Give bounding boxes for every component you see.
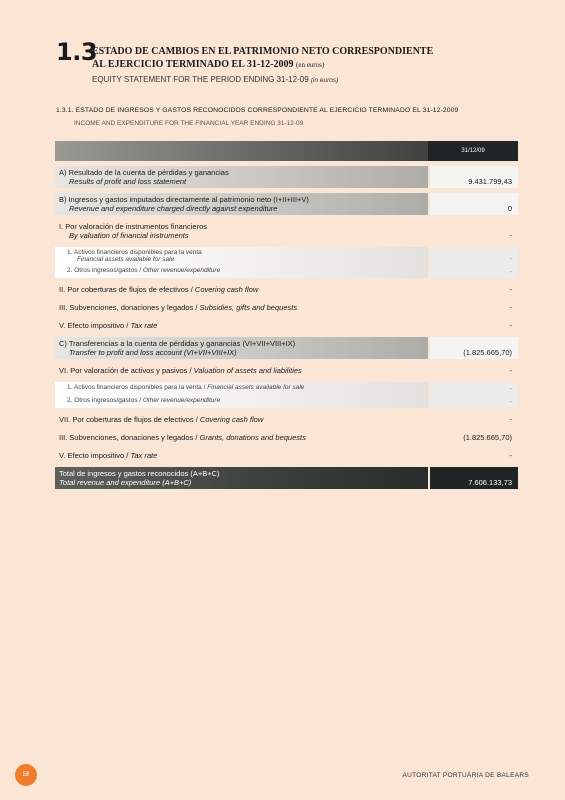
row-label-es: III. Subvenciones, donaciones y legados / — [59, 433, 200, 442]
title-english — [92, 75, 512, 84]
row-value: - — [509, 451, 512, 460]
row-label-es: 2. Otros ingresos/gastos / — [67, 397, 143, 404]
table-row-vi1 — [55, 382, 518, 395]
table-row-v2 — [55, 449, 518, 462]
table-row-a — [55, 166, 518, 188]
row-label-en: Other revenue/expenditure — [142, 267, 221, 274]
table-row-c — [55, 337, 518, 359]
date-column-header: 31/12/09 — [428, 141, 518, 161]
title-es-line2: AL EJERCICIO TERMINADO EL 31-12-2009 — [92, 58, 294, 70]
row-label-en: By valuation of financial instruments — [69, 231, 189, 240]
row-label-en: Financial assets available for sale — [207, 384, 305, 391]
row-label-es: V. Efecto impositivo / — [59, 321, 131, 330]
row-label-en: Tax rate — [130, 451, 158, 460]
row-label-en: Transfer to profit and loss account (VI+VII+VIII+IX) — [69, 348, 237, 357]
table-row-i1 — [55, 247, 518, 265]
row-label-es: II. Por coberturas de flujos de efectivos / — [59, 285, 195, 294]
row-label-en: Other revenue/expenditure — [142, 397, 221, 404]
title-en-text: EQUITY STATEMENT FOR THE PERIOD ENDING 31-12-09 — [92, 75, 309, 84]
table-row-b — [55, 193, 518, 215]
row-value: - — [509, 303, 512, 312]
row-value: 9.431.799,43 — [428, 166, 518, 188]
row-label-es: A) Resultado de la cuenta de pérdidas y ganancias — [59, 168, 229, 177]
table-row-iii — [55, 301, 518, 314]
table-row-total — [55, 467, 518, 489]
footer-organization: AUTORITAT PORTUÀRIA DE BALEARS — [402, 772, 529, 779]
section-number: 1.3 — [56, 38, 98, 66]
row-value: - — [509, 415, 512, 424]
row-label-es: 2. Otros ingresos/gastos / — [67, 267, 143, 274]
row-label-en: Tax rate — [130, 321, 158, 330]
row-value: - — [428, 265, 518, 278]
row-label-en: Subsidies, gifts and bequests — [199, 303, 298, 312]
title-en-note: (in euros) — [310, 77, 339, 84]
row-label-en: Results of profit and loss statement — [69, 177, 187, 186]
row-value: - — [428, 382, 518, 395]
row-value: 0 — [428, 193, 518, 215]
row-label-es: 1. Activos financieros disponibles para la venta — [67, 249, 202, 256]
row-value: (1.825.665,70) — [463, 433, 512, 442]
table-row-vii — [55, 413, 518, 426]
table-row-i — [55, 220, 518, 242]
table-row-iii2 — [55, 431, 518, 444]
table-header-row — [55, 141, 518, 161]
row-label-es: VII. Por coberturas de flujos de efectivos / — [59, 415, 200, 424]
row-value: - — [509, 321, 512, 330]
row-value: - — [428, 395, 518, 408]
row-value: (1.825.665,70) — [428, 337, 518, 359]
row-label-es: I. Por valoración de instrumentos financieros — [59, 222, 207, 231]
title-es-note: (en euros) — [296, 60, 325, 69]
row-value: - — [509, 231, 512, 240]
title-spanish — [92, 46, 512, 71]
title-es-line1: ESTADO DE CAMBIOS EN EL PATRIMONIO NETO CORRESPONDIENTE — [92, 46, 434, 57]
row-value: 7.606.133,73 — [428, 467, 518, 489]
subsection-title-en: INCOME AND EXPENDITURE FOR THE FINANCIAL YEAR ENDING 31-12-09 — [74, 120, 304, 127]
page-number-badge: 58 — [15, 764, 37, 786]
row-label-en: Valuation of assets and liabilities — [193, 366, 302, 375]
row-label-es: VI. Por valoración de activos y pasivos / — [59, 366, 194, 375]
table-row-i2 — [55, 265, 518, 278]
row-label-en: Covering cash flow — [194, 285, 259, 294]
table-row-vi2 — [55, 395, 518, 408]
row-label-es: C) Transferencias a la cuenta de pérdidas y ganancias (VI+VII+VIII+IX) — [59, 339, 296, 348]
table-row-vi — [55, 364, 518, 377]
row-label-en: Grants, donations and bequests — [199, 433, 306, 442]
table-row-v — [55, 319, 518, 332]
row-label-en: Revenue and expenditure charged directly against expenditure — [69, 204, 278, 213]
row-value: - — [509, 285, 512, 294]
row-label-es: Total de ingresos y gastos reconocidos (A+B+C) — [59, 469, 220, 478]
row-label-es: V. Efecto impositivo / — [59, 451, 131, 460]
table-row-ii — [55, 283, 518, 296]
row-label-es: B) Ingresos y gastos imputados directamente al patrimonio neto (I+II+III+V) — [59, 195, 309, 204]
row-value: - — [509, 366, 512, 375]
row-label-en: Financial assets available for sale — [77, 256, 175, 263]
subsection-title-es: 1.3.1. ESTADO DE INGRESOS Y GASTOS RECONOCIDOS CORRESPONDIENTE AL EJERCICIO TERMINADO EL 31-12-2009 — [56, 107, 459, 114]
income-expenditure-table — [55, 141, 518, 489]
row-label-es: III. Subvenciones, donaciones y legados / — [59, 303, 200, 312]
row-label-en: Total revenue and expenditure (A+B+C) — [59, 478, 192, 487]
row-label-es: 1. Activos financieros disponibles para la venta / — [67, 384, 208, 391]
row-value: - — [428, 247, 518, 265]
row-label-en: Covering cash flow — [199, 415, 264, 424]
